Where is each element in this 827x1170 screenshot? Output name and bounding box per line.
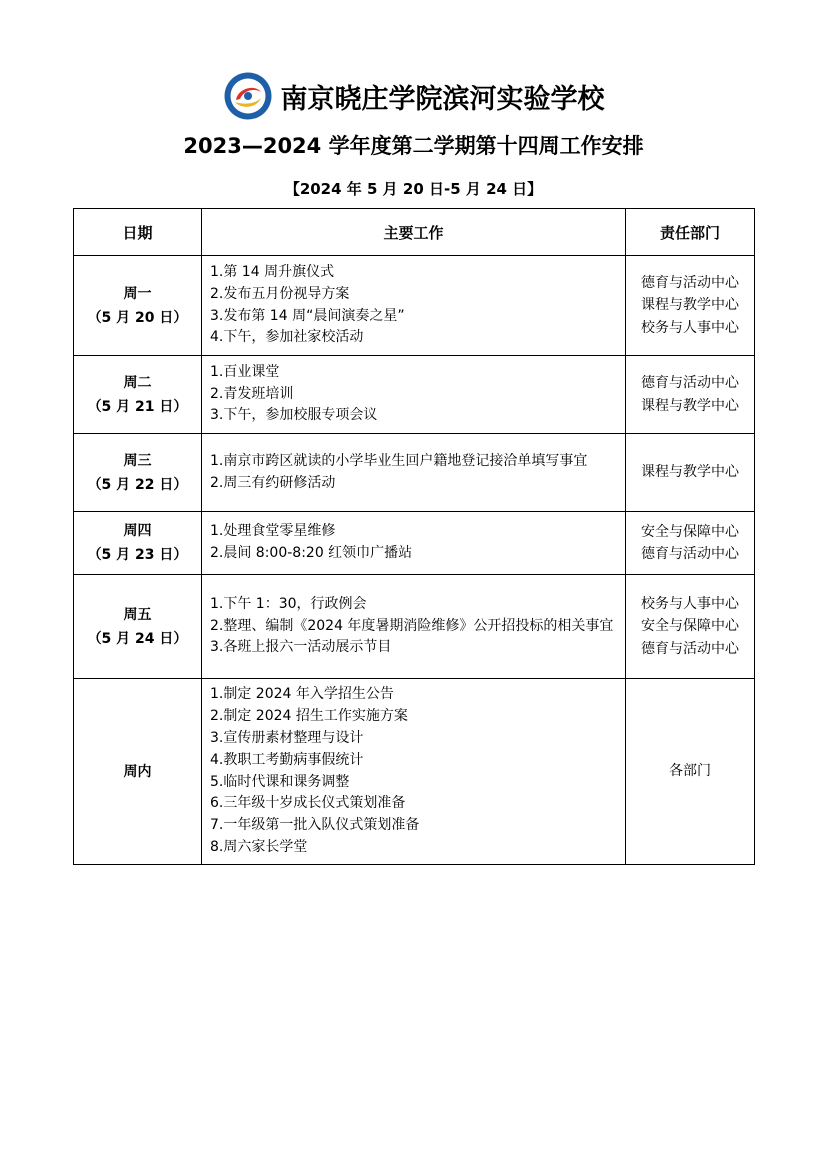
task-item: 2.周三有约研修活动 — [210, 474, 336, 491]
table-row — [74, 679, 755, 865]
task-item: 6.三年级十岁成长仪式策划准备 — [210, 795, 406, 812]
department-cell — [626, 679, 755, 865]
task-item: 1.制定 2024 年入学招生公告 — [210, 686, 394, 703]
department-name: 德育与活动中心 — [641, 375, 739, 391]
day-cell — [74, 575, 202, 679]
task-item: 8.周六家长学堂 — [210, 838, 308, 855]
task-item: 2.发布五月份视导方案 — [210, 285, 350, 302]
table-row — [74, 434, 755, 512]
school-title-row — [0, 70, 827, 122]
task-item: 1.南京市跨区就读的小学毕业生回户籍地登记接洽单填写事宜 — [210, 452, 588, 469]
task-item: 2.晨间 8:00-8:20 红领巾广播站 — [210, 545, 413, 561]
department-name: 课程与教学中心 — [641, 297, 739, 314]
school-logo — [223, 71, 273, 121]
department-name: 安全与保障中心 — [641, 618, 739, 635]
header-date: 日期 — [74, 209, 202, 256]
document-header — [0, 70, 827, 199]
department-cell — [626, 512, 755, 575]
task-item: 1.百业课堂 — [210, 363, 280, 380]
day-cell — [74, 679, 202, 865]
department-cell — [626, 434, 755, 512]
department-name: 德育与活动中心 — [641, 274, 739, 291]
work-cell — [202, 575, 626, 679]
header-department: 责任部门 — [626, 209, 755, 256]
department-name: 德育与活动中心 — [641, 640, 739, 657]
day-name: 周内 — [123, 763, 152, 780]
table-header-row — [74, 209, 755, 256]
day-date: （5 月 21 日） — [87, 398, 188, 415]
department-name: 德育与活动中心 — [641, 546, 739, 562]
day-name: 周五 — [123, 606, 152, 623]
task-item: 1.下午 1：30，行政例会 — [210, 595, 367, 612]
task-item: 7.一年级第一批入队仪式策划准备 — [210, 817, 420, 834]
task-item: 5.临时代课和课务调整 — [210, 773, 350, 790]
date-range: 【2024 年 5 月 20 日-5 月 24 日】 — [284, 180, 543, 198]
day-cell — [74, 256, 202, 356]
department-name: 各部门 — [669, 763, 711, 780]
task-item: 3.各班上报六一活动展示节目 — [210, 639, 392, 656]
work-cell — [202, 256, 626, 356]
header-main-work: 主要工作 — [202, 209, 626, 256]
day-cell — [74, 434, 202, 512]
department-name: 校务与人事中心 — [641, 595, 739, 612]
day-name: 周二 — [123, 374, 152, 391]
department-name: 课程与教学中心 — [641, 464, 739, 481]
task-item: 1.第 14 周升旗仪式 — [210, 263, 335, 280]
work-cell — [202, 679, 626, 865]
task-item: 4.下午，参加社家校活动 — [210, 329, 364, 346]
work-cell — [202, 512, 626, 575]
table-row — [74, 575, 755, 679]
schedule-table — [73, 208, 755, 865]
task-item: 1.处理食堂零星维修 — [210, 523, 336, 540]
table-row — [74, 256, 755, 356]
document-title: 2023—2024 学年度第二学期第十四周工作安排 — [183, 134, 644, 158]
work-cell — [202, 356, 626, 434]
work-cell — [202, 434, 626, 512]
day-date: （5 月 22 日） — [87, 476, 188, 493]
task-item: 3.宣传册素材整理与设计 — [210, 729, 364, 746]
day-cell — [74, 356, 202, 434]
task-item: 2.整理、编制《2024 年度暑期消险维修》公开招投标的相关事宜 — [210, 617, 614, 634]
day-name: 周一 — [123, 285, 152, 302]
department-name: 课程与教学中心 — [641, 397, 739, 414]
day-name: 周四 — [123, 523, 152, 539]
day-name: 周三 — [123, 452, 152, 469]
department-cell — [626, 575, 755, 679]
department-name: 安全与保障中心 — [641, 523, 739, 540]
day-date: （5 月 20 日） — [87, 309, 188, 326]
task-item: 3.发布第 14 周“晨间演奏之星” — [210, 307, 405, 324]
table-row — [74, 356, 755, 434]
department-cell — [626, 256, 755, 356]
table-row — [74, 512, 755, 575]
task-item: 3.下午，参加校服专项会议 — [210, 407, 378, 424]
day-cell — [74, 512, 202, 575]
day-date: （5 月 23 日） — [87, 547, 188, 563]
day-date: （5 月 24 日） — [87, 630, 188, 647]
department-cell — [626, 356, 755, 434]
school-name: 南京晓庄学院滨河实验学校 — [280, 83, 605, 115]
task-item: 4.教职工考勤病事假统计 — [210, 751, 364, 768]
department-name: 校务与人事中心 — [641, 319, 739, 336]
task-item: 2.制定 2024 招生工作实施方案 — [210, 708, 408, 725]
task-item: 2.青发班培训 — [210, 385, 294, 402]
